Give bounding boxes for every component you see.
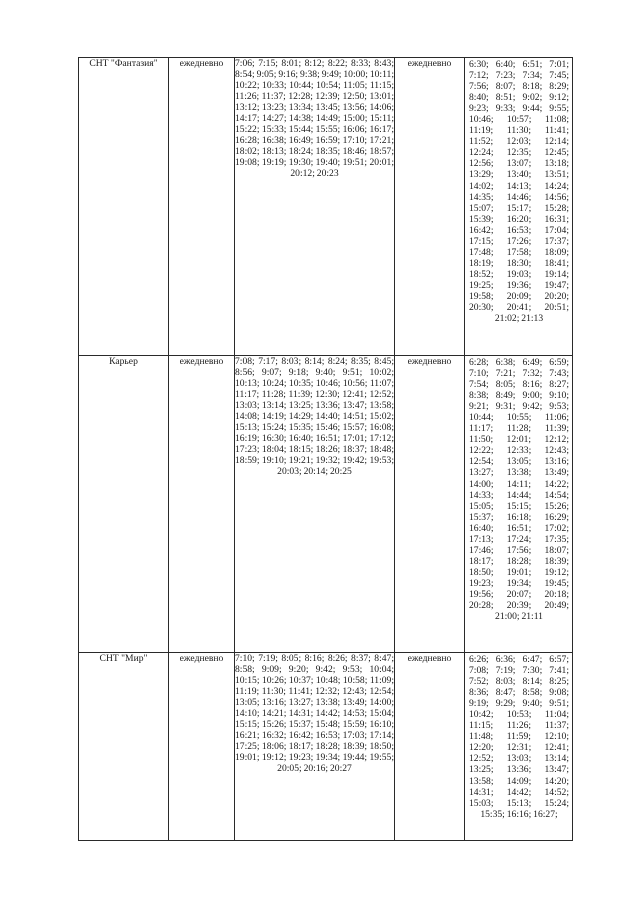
times-return: 6:28; 6:38; 6:49; 6:59; 7:10; 7:21; 7:32; 7:43; 7:54; 8:05; 8:16; 8:27; 8:38; 8:49; 9:00; 9:10; 9:21; 9:31; 9:42; 9:53; 10:44; 10:55; 11:06; 11:17; 11:28; 11:39; 11:50; 12:01; 12:12; 12:22; 12:33; 12:43; 12:54; 13:05; 13:16; 13:27; 13:38; 13:49; 14:00; 14:11; 14:22; 14:33; 14:44; 14:54; 15:05; 15:15; 15:26; 15:37; 16:18; 16:29; 16:40; 16:51; 17:02; 17:13; 17:24; 17:35; 17:46; 17:56; 18:07; 18:17; 18:28; 18:39; 18:50; 19:01; 19:12; 19:23; 19:34; 19:45; 19:56; 20:07; 20:18; 20:28; 20:39; 20:49; 21:00; 21:11 [465, 356, 573, 653]
frequency-forward: ежедневно [169, 58, 235, 356]
frequency-return: ежедневно [395, 356, 465, 653]
frequency-return: ежедневно [395, 58, 465, 356]
times-forward: 7:08; 7:17; 8:03; 8:14; 8:24; 8:35; 8:45; 8:56; 9:07; 9:18; 9:40; 9:51; 10:02; 10:13; 10:24; 10:35; 10:46; 10:56; 11:07; 11:17; 11:28; 11:39; 12:30; 12:41; 12:52; 13:03; 13:14; 13:25; 13:36; 13:47; 13:58; 14:08; 14:19; 14:29; 14:40; 14:51; 15:02; 15:13; 15:24; 15:35; 15:46; 15:57; 16:08; 16:19; 16:30; 16:40; 16:51; 17:01; 17:12; 17:23; 18:04; 18:15; 18:26; 18:37; 18:48; 18:59; 19:10; 19:21; 19:32; 19:42; 19:53; 20:03; 20:14; 20:25 [235, 356, 395, 653]
frequency-forward: ежедневно [169, 653, 235, 841]
table-row [79, 58, 573, 356]
frequency-forward: ежедневно [169, 356, 235, 653]
stop-name: СНТ "Мир" [79, 653, 169, 841]
table-row [79, 653, 573, 841]
times-return: 6:26; 6:36; 6:47; 6:57; 7:08; 7:19; 7:30; 7:41; 7:52; 8:03; 8:14; 8:25; 8:36; 8:47; 8:58; 9:08; 9:19; 9:29; 9:40; 9:51; 10:42; 10:53; 11:04; 11:15; 11:26; 11:37; 11:48; 11:59; 12:10; 12:20; 12:31; 12:41; 12:52; 13:03; 13:14; 13:25; 13:36; 13:47; 13:58; 14:09; 14:20; 14:31; 14:42; 14:52; 15:03; 15:13; 15:24; 15:35; 16:16; 16:27; [465, 653, 573, 841]
stop-name: СНТ "Фантазия" [79, 58, 169, 356]
schedule-table [78, 57, 573, 841]
frequency-return: ежедневно [395, 653, 465, 841]
table-row [79, 356, 573, 653]
times-forward: 7:10; 7:19; 8:05; 8:16; 8:26; 8:37; 8:47; 8:58; 9:09; 9:20; 9:42; 9:53; 10:04; 10:15; 10:26; 10:37; 10:48; 10:58; 11:09; 11:19; 11:30; 11:41; 12:32; 12:43; 12:54; 13:05; 13:16; 13:27; 13:38; 13:49; 14:00; 14:10; 14:21; 14:31; 14:42; 14:53; 15:04; 15:15; 15:26; 15:37; 15:48; 15:59; 16:10; 16:21; 16:32; 16:42; 16:53; 17:03; 17:14; 17:25; 18:06; 18:17; 18:28; 18:39; 18:50; 19:01; 19:12; 19:23; 19:34; 19:44; 19:55; 20:05; 20:16; 20:27 [235, 653, 395, 841]
times-return: 6:30; 6:40; 6:51; 7:01; 7:12; 7:23; 7:34; 7:45; 7:56; 8:07; 8:18; 8:29; 8:40; 8:51; 9:02; 9:12; 9:23; 9:33; 9:44; 9:55; 10:46; 10:57; 11:08; 11:19; 11:30; 11:41; 11:52; 12:03; 12:14; 12:24; 12:35; 12:45; 12:56; 13:07; 13:18; 13:29; 13:40; 13:51; 14:02; 14:13; 14:24; 14:35; 14:46; 14:56; 15:07; 15:17; 15:28; 15:39; 16:20; 16:31; 16:42; 16:53; 17:04; 17:15; 17:26; 17:37; 17:48; 17:58; 18:09; 18:19; 18:30; 18:41; 18:52; 19:03; 19:14; 19:25; 19:36; 19:47; 19:58; 20:09; 20:20; 20:30; 20:41; 20:51; 21:02; 21:13 [465, 58, 573, 356]
stop-name: Карьер [79, 356, 169, 653]
times-forward: 7:06; 7:15; 8:01; 8:12; 8:22; 8:33; 8:43; 8:54; 9:05; 9:16; 9:38; 9:49; 10:00; 10:11; 10:22; 10:33; 10:44; 10:54; 11:05; 11:15; 11:26; 11:37; 12:28; 12:39; 12:50; 13:01; 13:12; 13:23; 13:34; 13:45; 13:56; 14:06; 14:17; 14:27; 14:38; 14:49; 15:00; 15:11; 15:22; 15:33; 15:44; 15:55; 16:06; 16:17; 16:28; 16:38; 16:49; 16:59; 17:10; 17:21; 18:02; 18:13; 18:24; 18:35; 18:46; 18:57; 19:08; 19:19; 19:30; 19:40; 19:51; 20:01; 20:12; 20:23 [235, 58, 395, 356]
